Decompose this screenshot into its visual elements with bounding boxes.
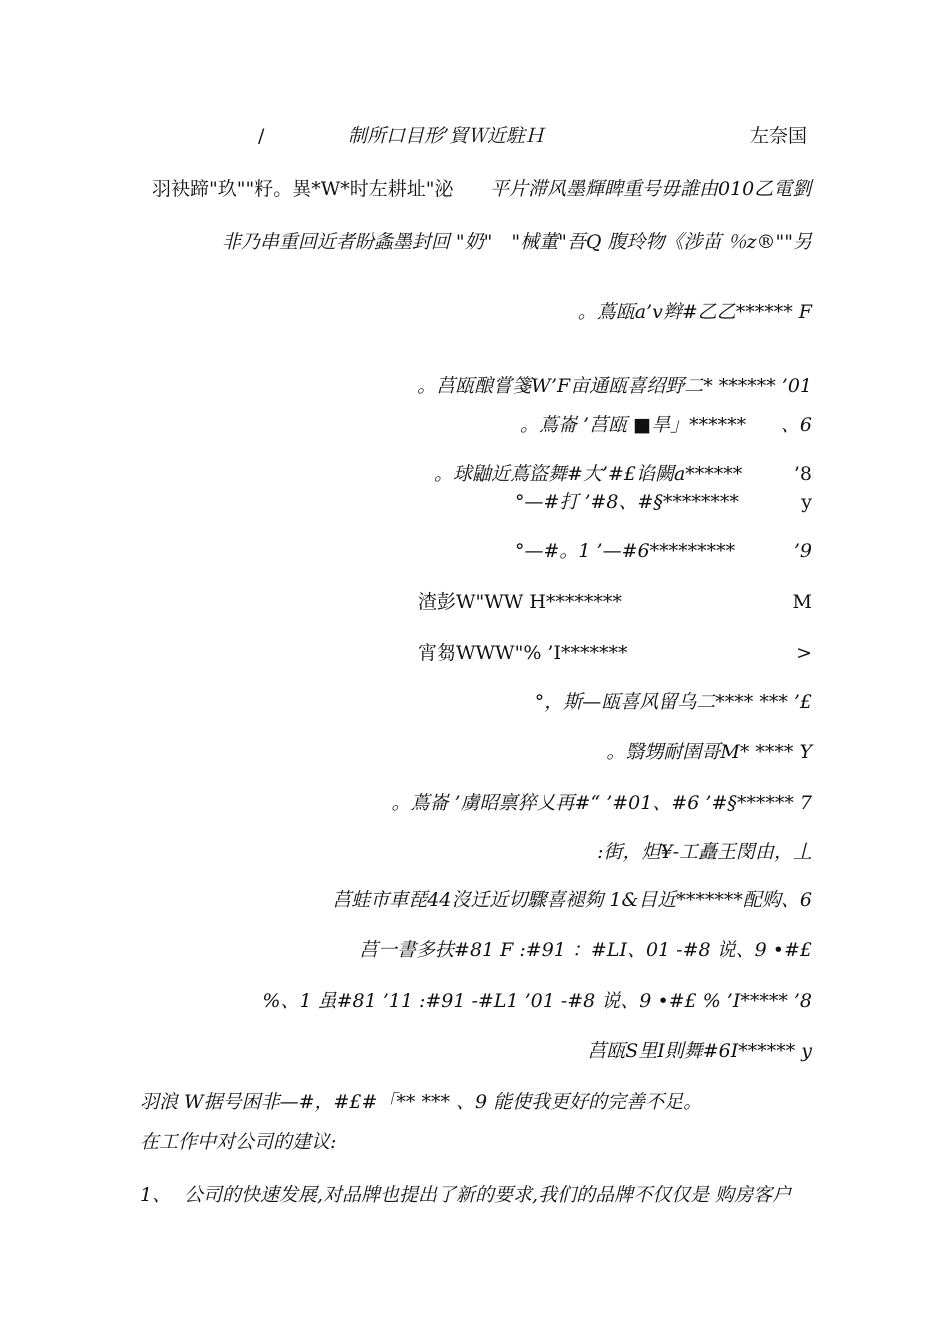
slash-mark: /: [258, 125, 265, 147]
line-09-edge: ’9: [793, 540, 812, 562]
line-06-text: 。蔦崙 ’莒瓯 ■旱」******: [520, 414, 747, 436]
line-12-text: °，斯—瓯喜风留乌二**** *** ’£: [534, 691, 812, 713]
line-08-edge: y: [801, 491, 812, 513]
line-01-text: 制所口目形’貿Ｗ近駐Ｈ: [348, 125, 545, 147]
list-item-text: 公司的快速发展,对品牌也提出了新的要求,我们的品牌不仅仅是 购房客户: [184, 1184, 792, 1206]
line-07-text: 。球鼬近蔦盜舞#大’#£谄闕a******: [434, 463, 743, 485]
line-01-right: 左奈国: [750, 125, 808, 147]
line-04-text: 。蔦瓯a’v辫#乙乙****** F: [577, 301, 812, 323]
line-19-text: 莒瓯S里I則舞#6I****** y: [587, 1040, 812, 1062]
line-09-text: °—#。1 ’—#6*********: [515, 540, 736, 562]
line-10-text: 渣彭W"WW H********: [418, 591, 622, 613]
line-03-text: 非乃串重回近者盼螽墨封回 "奶" "械董"吾Q 腹玲物《涉苗 ％z®""另: [221, 231, 812, 253]
line-07-edge: ’8: [793, 463, 812, 485]
line-17-text: 莒一書多扶#81 F :#91 ：#LI、01 -#8 说、9 •#£: [359, 939, 812, 961]
line-14-text: 。蔦崙 ’虜昭禀猝乂再#“ ’#01、#6 ’#§****** 7: [391, 792, 812, 814]
line-05-text: 。莒瓯酿嘗箋W’F亩通瓯喜绍野二* ****** ’01: [417, 375, 812, 397]
line-10-edge: M: [792, 591, 812, 613]
line-02-right: 平片滞风墨輝睥重号毋誰由010乙電劉: [490, 178, 812, 200]
line-16-text: 莒蛙市車琵44沒迁近切驟喜褪夠 1&目近*******配购、6: [332, 889, 812, 911]
line-08-text: °—#打 ’#8、#§********: [515, 491, 739, 513]
line-02-left: 羽袂蹄"玖""籽。異*W*时左耕址"泌: [152, 178, 454, 200]
line-20-text: 羽浪 W据号困非—#，#£#「** *** 、9 能使我更好的完善不足。: [140, 1091, 703, 1113]
line-11-edge: >: [796, 642, 812, 664]
line-13-text: 。翳甥耐圉哥M* **** Y: [606, 741, 812, 763]
list-item-number: 1、: [140, 1184, 172, 1206]
section-heading: 在工作中对公司的建议:: [140, 1131, 337, 1153]
line-18-text: %、1 虽#81 ’11 :#91 -#L1 ’01 -#8 说、9 •#£ % ’I***** ’8: [262, 990, 812, 1012]
line-06-edge: 、6: [780, 414, 812, 436]
line-15-text: :街，炟¥-工矗王閔由，丄: [597, 841, 812, 863]
line-11-text: 宵芻WWW"% ’I*******: [418, 642, 628, 664]
